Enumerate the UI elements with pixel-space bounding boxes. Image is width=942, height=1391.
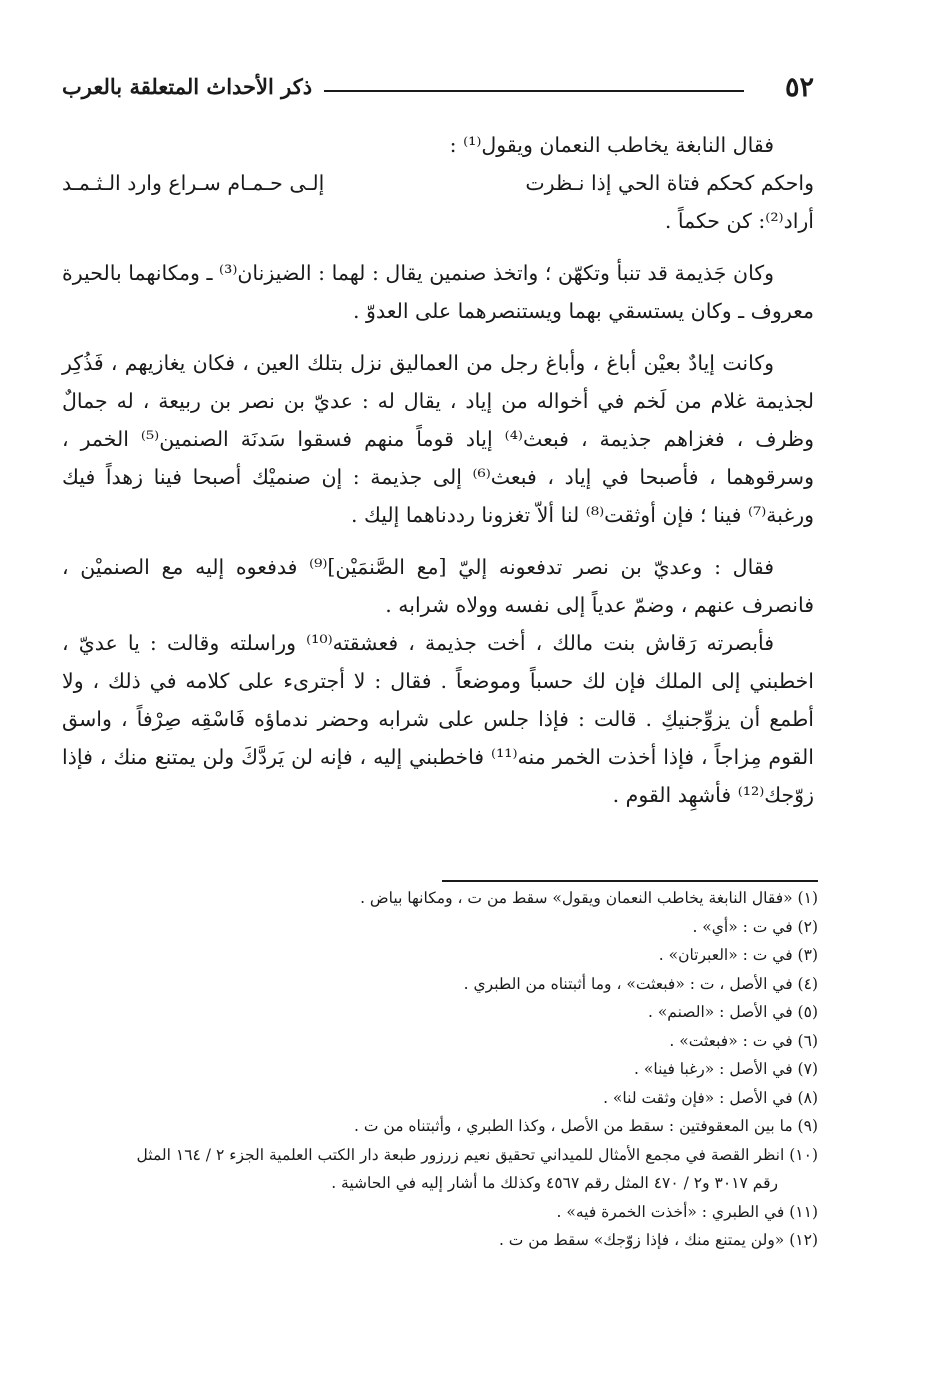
footnote-continuation: رقم ٣٠١٧ و٢ / ٤٧٠ المثل رقم ٤٥٦٧ وكذلك ما أشار إليه في الحاشية . — [331, 1174, 778, 1192]
footnote-item: (١٠) انظر القصة في مجمع الأمثال للميداني تحقيق نعيم زرزور طبعة دار الكتب العلمية الجزء ٢ / ١٦٤ المثل — [136, 1145, 818, 1164]
header-rule — [324, 90, 744, 92]
footnotes — [62, 884, 818, 1255]
footnote-item: (١٢) «ولن يمتنع منك ، فإذا زوّجك» سقط من ت . — [498, 1231, 818, 1249]
main-text — [62, 126, 814, 814]
verse-first-hemistich: واحكم كحكم فتاة الحي إذا نـظرت — [525, 171, 814, 195]
paragraph-3: فقال : وعديّ بن نصر تدفعونه إليّ [مع الصَّنمَيْن]⁽⁹⁾ فدفعوه إليه مع الصنميْن ، فانصرف عنهم ، وضمّ عدياً إلى نفسه وولاه شرابه . — [62, 555, 814, 617]
paragraph-2: وكانت إيادٌ بعيْن أباغ ، وأباغ رجل من العماليق نزل بتلك العين ، فكان يغازيهم ، فَذُكِر لجذيمة غلام من لَخم في أخواله من إياد ، يقال له : عديّ بن نصر بن ربيعة ، له جمالٌ وظرف ، فغزاهم جذيمة ، فبعث⁽⁴⁾ إياد قوماً منهم فسقوا سَدنَة الصنمين⁽⁵⁾ الخمر ، وسرقوهما ، فأصبحا في إياد ، فبعث⁽⁶⁾ إلى جذيمة : إن صنميْك أصبحا فينا زهداً فيك ورغبة⁽⁷⁾ فينا ؛ فإن أوثقت⁽⁸⁾ لنا ألاّ تغزونا رددناهما إليك . — [62, 351, 814, 527]
paragraph-1: وكان جَذيمة قد تنبأ وتكهّن ؛ واتخذ صنمين يقال : لهما : الضيزنان⁽³⁾ ـ ومكانهما بالحيرة معروف ـ وكان يستسقي بهما ويستنصرهما على العدوّ . — [62, 261, 814, 323]
footnote-separator — [442, 880, 818, 882]
footnote-item: (٥) في الأصل : «الصنم» . — [647, 1003, 818, 1021]
paragraph-4: فأبصرته رَقاش بنت مالك ، أخت جذيمة ، فعشقته⁽¹⁰⁾ وراسلته وقالت : يا عديّ ، اخطبني إلى الملك فإن لك حسباً وموضعاً . فقال : لا أجترىء على كلامه في ذلك ، ولا أطمع أن يزوِّجنيكِ . قالت : فإذا جلس على شرابه وحضر ندماؤه فَاسْقِه صِرْفاً ، واسق القوم مِزاجاً ، فإذا أخذت الخمر منه⁽¹¹⁾ فاخطبني إليه ، فإنه لن يَردَّكَ ولن يمتنع منك ، فإذا زوّجك⁽¹²⁾ فأشهِد القوم . — [62, 631, 814, 807]
footnote-item: (٣) في ت : «العبرتان» . — [658, 946, 818, 964]
footnote-item: (٤) في الأصل ، ت : «فبعثت» ، وما أثبتناه من الطبري . — [463, 974, 818, 993]
poem-verse — [62, 164, 814, 202]
footnote-item: (٧) في الأصل : «رغبا فينا» . — [634, 1060, 818, 1078]
footnote-item: (١١) في الطبري : «أخذت الخمرة فيه» . — [556, 1202, 818, 1221]
verse-gloss: أراد⁽²⁾: كن حكماً . — [664, 209, 814, 233]
running-title: ذكر الأحداث المتعلقة بالعرب — [62, 74, 313, 99]
footnote-item: (٨) في الأصل : «فإن وثقت لنا» . — [603, 1088, 818, 1107]
verse-second-hemistich: إلـى حـمـام سـراع وارد الـثـمـد — [62, 171, 325, 195]
footnote-item: (١) «فقال النابغة يخاطب النعمان ويقول» سقط من ت ، ومكانها بياض . — [360, 889, 818, 907]
page-header — [62, 72, 814, 108]
page-number: ٥٢ — [784, 72, 814, 103]
footnote-item: (٦) في ت : «فبعثت» . — [669, 1031, 818, 1050]
footnote-item: (٩) ما بين المعقوفتين : سقط من الأصل ، وكذا الطبري ، وأثبتناه من ت . — [354, 1117, 818, 1135]
footnote-item: (٢) في ت : «أي» . — [692, 917, 818, 936]
intro-line: فقال النابغة يخاطب النعمان ويقول⁽¹⁾ : — [449, 133, 774, 157]
